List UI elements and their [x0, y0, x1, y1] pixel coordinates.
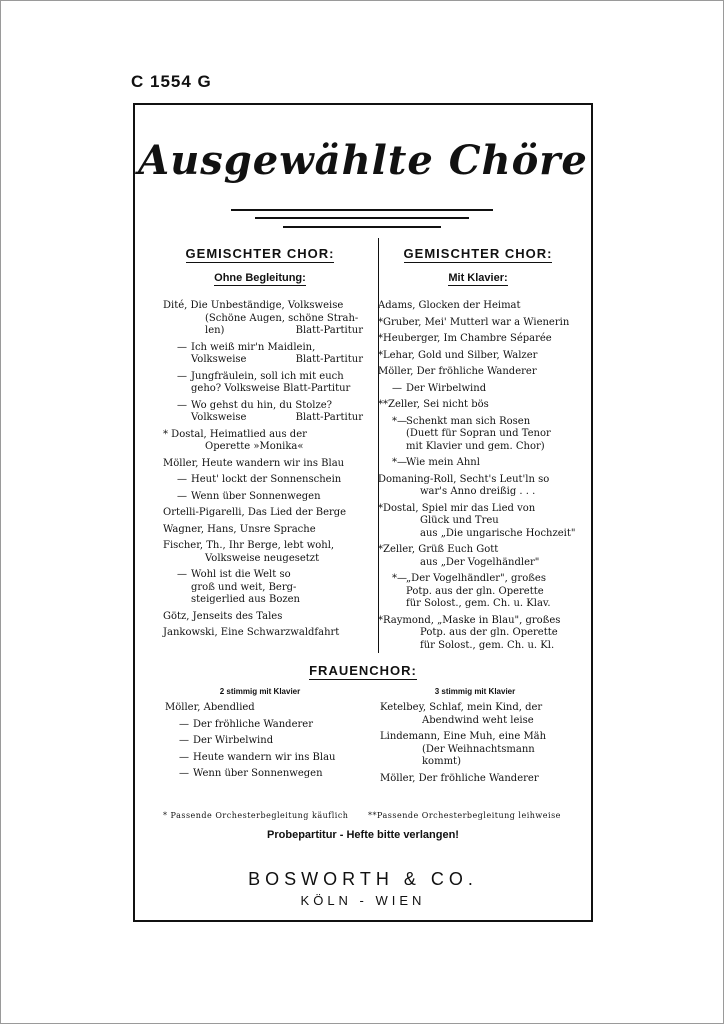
list-item [378, 416, 578, 454]
ditto-dash: — [177, 569, 187, 580]
list-item [163, 300, 363, 338]
entry-line: Wenn über Sonnenwegen [193, 768, 323, 779]
entry-row [163, 354, 363, 367]
ditto-dash: — [179, 735, 189, 746]
entry-line: Blatt-Partitur [295, 412, 363, 423]
list-item [378, 544, 578, 569]
entry-line: Ketelbey, Schlaf, mein Kind, der [380, 702, 543, 713]
list-item [163, 627, 363, 640]
ditto-dash: — [177, 490, 187, 502]
list-item [165, 719, 365, 732]
list-item [165, 735, 365, 748]
ditto-dash: — [179, 751, 189, 763]
list-item [380, 773, 580, 786]
list-item [163, 507, 363, 520]
list-item [165, 752, 365, 765]
entry-row [163, 325, 363, 338]
entry-line: geho? Volksweise Blatt-Partitur [191, 383, 351, 394]
entry-line: *Gruber, Mei' Mutterl war a Wienerin [378, 316, 570, 328]
entry-line: aus „Der Vogelhändler" [420, 556, 540, 568]
entry-line: Der fröhliche Wanderer [193, 718, 313, 730]
list-item [163, 458, 363, 471]
entry-line: Wie mein Ahnl [406, 457, 480, 468]
entry-line: Schenkt man sich Rosen [406, 415, 531, 427]
catalog-number: C 1554 G [131, 72, 212, 91]
list-item [378, 399, 578, 412]
ditto-dash: — [177, 474, 187, 485]
list-item [378, 300, 578, 313]
title: Ausgewählte Chöre [138, 137, 588, 184]
entry-line: Wenn über Sonnenwegen [191, 490, 321, 502]
entry-line: war's Anno dreißig . . . [420, 486, 536, 497]
entry-line: len) [205, 325, 225, 336]
entry-line: Volksweise [191, 354, 247, 365]
ditto-dash: *— [392, 457, 407, 468]
list-item [163, 429, 363, 454]
entry-row [163, 412, 363, 425]
entry-line: Abendwind weht leise [422, 714, 534, 726]
ditto-dash: — [177, 370, 187, 382]
entry-line: aus „Die ungarische Hochzeit" [420, 527, 576, 539]
entry-line: Volksweise [191, 412, 247, 423]
footnote-leihweise: **Passende Orchesterbegleitung leihweise [368, 811, 561, 820]
entry-line: Jankowski, Eine Schwarzwaldfahrt [163, 627, 340, 638]
entry-line: Heut' lockt der Sonnenschein [191, 474, 342, 485]
entry-line: Möller, Heute wandern wir ins Blau [163, 457, 345, 469]
title-rule-1 [231, 209, 493, 211]
publisher-city: KÖLN - WIEN [300, 893, 426, 908]
entry-line: Volksweise neugesetzt [205, 552, 320, 564]
entry-line: Möller, Der fröhliche Wanderer [378, 366, 537, 377]
publisher-name: BOSWORTH & CO. [248, 869, 478, 889]
list-item [378, 573, 578, 611]
right-heading: GEMISCHTER CHOR: [403, 246, 553, 261]
frauenchor-left-head: 2 stimmig mit Klavier [219, 687, 301, 696]
frauenchor-left-list [165, 702, 365, 785]
entry-line: für Solost., gem. Ch. u. Klav. [406, 598, 551, 609]
ditto-dash: — [392, 382, 402, 394]
list-item [163, 540, 363, 565]
list-item [163, 524, 363, 537]
entry-line: Ich weiß mir'n Maidlein, [191, 341, 316, 353]
entry-line: Wohl ist die Welt so [191, 569, 291, 580]
list-item [163, 569, 363, 607]
ditto-dash: — [177, 399, 187, 411]
ditto-dash: *— [392, 573, 407, 584]
entry-line: Götz, Jenseits des Tales [163, 610, 283, 622]
entry-line: *Dostal, Spiel mir das Lied von [378, 502, 536, 514]
right-list [378, 300, 578, 656]
entry-line: (Der Weihnachtsmann [422, 743, 535, 755]
list-item [378, 503, 578, 541]
entry-line: groß und weit, Berg- [191, 581, 297, 593]
entry-line: (Schöne Augen, schöne Strah- [205, 312, 359, 324]
list-item [163, 342, 363, 367]
entry-line: Ortelli-Pigarelli, Das Lied der Berge [163, 507, 347, 518]
entry-line: Potp. aus der gln. Operette [406, 585, 544, 597]
entry-line: kommt) [422, 756, 461, 767]
list-item [163, 474, 363, 487]
list-item [163, 491, 363, 504]
list-item [163, 400, 363, 425]
entry-line: Lindemann, Eine Muh, eine Mäh [380, 731, 547, 742]
entry-line: *Raymond, „Maske in Blau", großes [378, 614, 561, 626]
entry-line: „Der Vogelhändler", großes [406, 573, 546, 584]
list-item [378, 457, 578, 470]
left-list [163, 300, 363, 644]
frauenchor-heading: FRAUENCHOR: [309, 663, 417, 678]
list-item [380, 731, 580, 769]
entry-line: für Solost., gem. Ch. u. Kl. [420, 639, 555, 651]
list-item [378, 366, 578, 379]
entry-line: Dité, Die Unbeständige, Volksweise [163, 300, 344, 311]
list-item [378, 615, 578, 653]
right-subheading: Mit Klavier: [448, 272, 508, 284]
ditto-dash: *— [392, 415, 407, 427]
frauenchor-right-list [380, 702, 580, 789]
left-heading: GEMISCHTER CHOR: [185, 246, 335, 261]
title-rule-2 [255, 217, 469, 219]
entry-line: Jungfräulein, soll ich mit euch [191, 370, 344, 382]
entry-line: Blatt-Partitur [295, 325, 363, 336]
list-item [378, 317, 578, 330]
entry-line: *Zeller, Grüß Euch Gott [378, 544, 499, 555]
entry-line: Potp. aus der gln. Operette [420, 627, 558, 638]
list-item [165, 702, 365, 715]
entry-line: *Lehar, Gold und Silber, Walzer [378, 349, 538, 361]
entry-line: Adams, Glocken der Heimat [378, 300, 521, 311]
entry-line: Heute wandern wir ins Blau [193, 751, 336, 763]
list-item [380, 702, 580, 727]
advert-frame [133, 103, 593, 922]
entry-line: (Duett für Sopran und Tenor [406, 428, 551, 439]
entry-line: **Zeller, Sei nicht bös [378, 399, 489, 410]
entry-line: Domaning-Roll, Secht's Leut'ln so [378, 473, 550, 485]
list-item [165, 768, 365, 781]
list-item [378, 350, 578, 363]
entry-line: Wagner, Hans, Unsre Sprache [163, 523, 316, 535]
entry-line: Der Wirbelwind [406, 382, 487, 394]
list-item [163, 611, 363, 624]
entry-line: Glück und Treu [420, 515, 499, 526]
entry-line: Wo gehst du hin, du Stolze? [191, 399, 333, 411]
entry-line: Blatt-Partitur [295, 354, 363, 365]
entry-line: steigerlied aus Bozen [191, 594, 300, 605]
ditto-dash: — [179, 718, 189, 730]
entry-line: Möller, Der fröhliche Wanderer [380, 772, 539, 784]
entry-line: Operette »Monika« [205, 441, 304, 452]
entry-line: mit Klavier und gem. Chor) [406, 440, 545, 452]
entry-line: *Heuberger, Im Chambre Séparée [378, 333, 552, 344]
entry-line: Der Wirbelwind [193, 735, 274, 746]
ditto-dash: — [177, 341, 187, 353]
left-subheading: Ohne Begleitung: [214, 272, 306, 284]
list-item [378, 333, 578, 346]
list-item [378, 474, 578, 499]
entry-line: Fischer, Th., Ihr Berge, lebt wohl, [163, 540, 335, 551]
ditto-dash: — [179, 768, 189, 779]
list-item [378, 383, 578, 396]
list-item [163, 371, 363, 396]
probepartitur-note: Probepartitur - Hefte bitte verlangen! [267, 829, 459, 841]
footnote-kaeuflich: * Passende Orchesterbegleitung käuflich [163, 811, 349, 820]
entry-line: * Dostal, Heimatlied aus der [163, 428, 307, 440]
title-rule-3 [283, 226, 441, 228]
frauenchor-right-head: 3 stimmig mit Klavier [434, 687, 516, 696]
entry-line: Möller, Abendlied [165, 702, 255, 713]
